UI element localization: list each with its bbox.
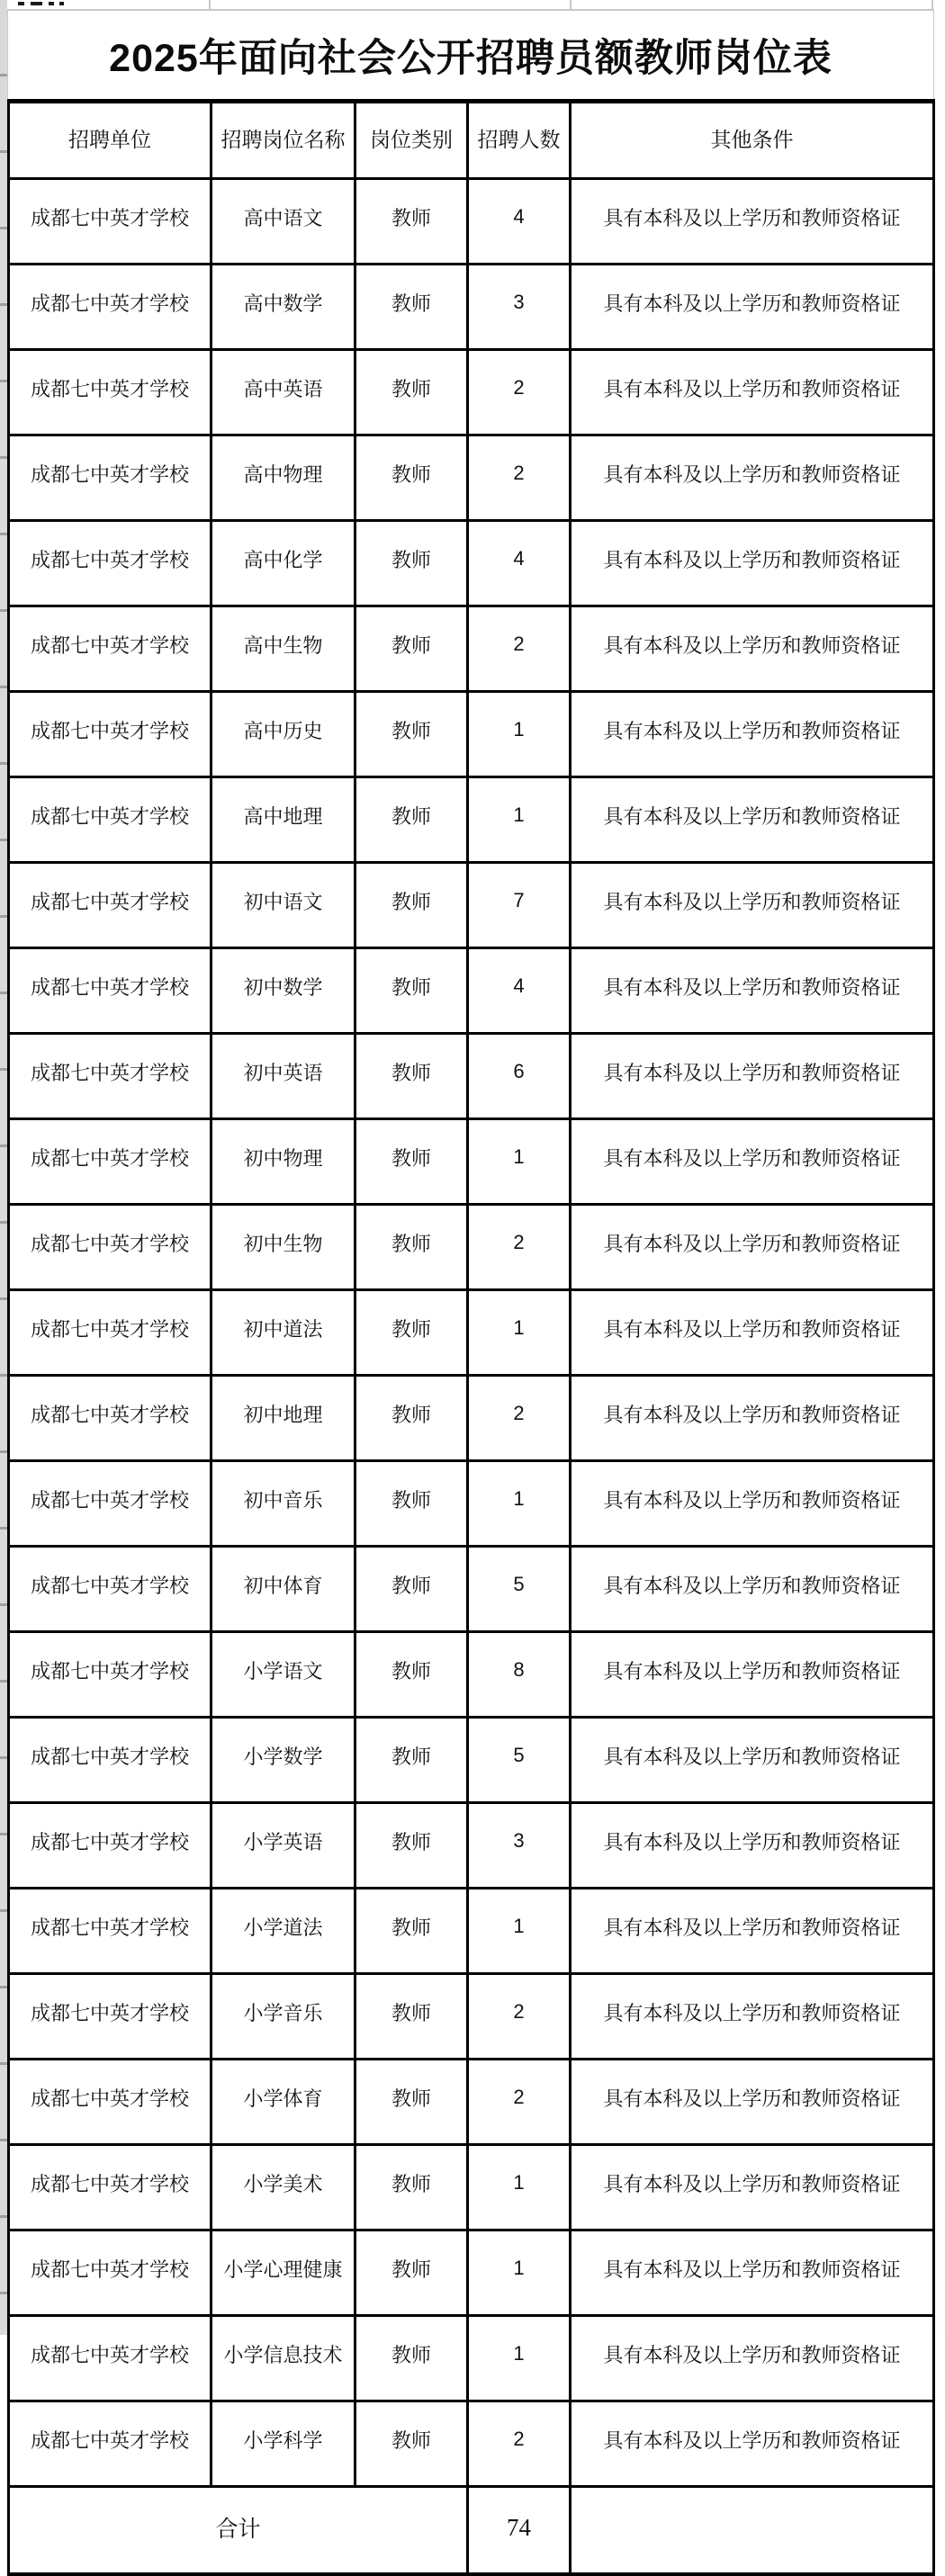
unit-cell: 成都七中英才学校	[9, 1119, 212, 1205]
unit-cell: 成都七中英才学校	[9, 350, 212, 435]
table-row	[9, 2230, 934, 2316]
table-row	[9, 948, 934, 1034]
position-cell: 小学英语	[212, 1803, 356, 1889]
category-cell: 教师	[356, 2401, 468, 2487]
table-row	[9, 521, 934, 606]
unit-cell: 成都七中英才学校	[9, 1889, 212, 1974]
table-row	[9, 435, 934, 521]
total-label-cell: 合计	[9, 2487, 468, 2575]
conditions-cell: 具有本科及以上学历和教师资格证	[571, 948, 934, 1034]
category-cell: 教师	[356, 2316, 468, 2401]
category-cell: 教师	[356, 863, 468, 948]
conditions-cell: 具有本科及以上学历和教师资格证	[571, 435, 934, 521]
table-row	[9, 1290, 934, 1376]
header-position: 招聘岗位名称	[212, 102, 356, 179]
unit-cell: 成都七中英才学校	[9, 948, 212, 1034]
category-cell: 教师	[356, 1718, 468, 1803]
unit-cell: 成都七中英才学校	[9, 521, 212, 606]
table-row	[9, 2401, 934, 2487]
count-cell: 2	[468, 1376, 571, 1461]
position-cell: 小学体育	[212, 2060, 356, 2145]
conditions-cell: 具有本科及以上学历和教师资格证	[571, 606, 934, 692]
table-row	[9, 2060, 934, 2145]
conditions-cell: 具有本科及以上学历和教师资格证	[571, 179, 934, 265]
category-cell: 教师	[356, 1461, 468, 1547]
count-cell: 7	[468, 863, 571, 948]
category-cell: 教师	[356, 1632, 468, 1718]
unit-cell: 成都七中英才学校	[9, 863, 212, 948]
count-cell: 2	[468, 606, 571, 692]
unit-cell: 成都七中英才学校	[9, 2401, 212, 2487]
conditions-cell: 具有本科及以上学历和教师资格证	[571, 1290, 934, 1376]
unit-cell: 成都七中英才学校	[9, 1718, 212, 1803]
category-cell: 教师	[356, 692, 468, 777]
conditions-cell: 具有本科及以上学历和教师资格证	[571, 692, 934, 777]
unit-cell: 成都七中英才学校	[9, 2060, 212, 2145]
conditions-cell: 具有本科及以上学历和教师资格证	[571, 521, 934, 606]
table-row	[9, 863, 934, 948]
position-cell: 初中英语	[212, 1034, 356, 1119]
count-cell: 2	[468, 1205, 571, 1290]
unit-cell: 成都七中英才学校	[9, 1632, 212, 1718]
count-cell: 2	[468, 2060, 571, 2145]
count-cell: 6	[468, 1034, 571, 1119]
count-cell: 1	[468, 1889, 571, 1974]
unit-cell: 成都七中英才学校	[9, 692, 212, 777]
table-row	[9, 1205, 934, 1290]
conditions-cell: 具有本科及以上学历和教师资格证	[571, 1119, 934, 1205]
category-cell: 教师	[356, 948, 468, 1034]
count-cell: 1	[468, 2145, 571, 2230]
count-cell: 2	[468, 2401, 571, 2487]
unit-cell: 成都七中英才学校	[9, 1803, 212, 1889]
conditions-cell: 具有本科及以上学历和教师资格证	[571, 2316, 934, 2401]
unit-cell: 成都七中英才学校	[9, 1290, 212, 1376]
grid-line	[209, 0, 211, 9]
position-cell: 小学美术	[212, 2145, 356, 2230]
position-cell: 初中生物	[212, 1205, 356, 1290]
category-cell: 教师	[356, 265, 468, 350]
position-cell: 小学信息技术	[212, 2316, 356, 2401]
clipped-top-row	[7, 0, 934, 11]
position-cell: 高中物理	[212, 435, 356, 521]
unit-cell: 成都七中英才学校	[9, 1461, 212, 1547]
total-count-cell: 74	[468, 2487, 571, 2575]
conditions-cell: 具有本科及以上学历和教师资格证	[571, 2230, 934, 2316]
clipped-text-fragment	[18, 2, 24, 5]
category-cell: 教师	[356, 1290, 468, 1376]
count-cell: 1	[468, 692, 571, 777]
table-row	[9, 1632, 934, 1718]
category-cell: 教师	[356, 1119, 468, 1205]
count-cell: 8	[468, 1632, 571, 1718]
table-body	[9, 179, 934, 2487]
category-cell: 教师	[356, 2060, 468, 2145]
conditions-cell: 具有本科及以上学历和教师资格证	[571, 1376, 934, 1461]
table-row	[9, 692, 934, 777]
unit-cell: 成都七中英才学校	[9, 1205, 212, 1290]
unit-cell: 成都七中英才学校	[9, 1376, 212, 1461]
position-cell: 初中音乐	[212, 1461, 356, 1547]
count-cell: 3	[468, 1803, 571, 1889]
table-row	[9, 350, 934, 435]
position-cell: 高中地理	[212, 777, 356, 863]
category-cell: 教师	[356, 1034, 468, 1119]
category-cell: 教师	[356, 1376, 468, 1461]
position-cell: 小学语文	[212, 1632, 356, 1718]
grid-line	[570, 0, 572, 9]
count-cell: 1	[468, 777, 571, 863]
conditions-cell: 具有本科及以上学历和教师资格证	[571, 2145, 934, 2230]
table-row	[9, 777, 934, 863]
unit-cell: 成都七中英才学校	[9, 435, 212, 521]
position-cell: 高中生物	[212, 606, 356, 692]
category-cell: 教师	[356, 1889, 468, 1974]
table-row	[9, 1461, 934, 1547]
clipped-text-fragment	[59, 2, 64, 5]
positions-table	[7, 99, 935, 2576]
position-cell: 高中英语	[212, 350, 356, 435]
position-cell: 高中历史	[212, 692, 356, 777]
category-cell: 教师	[356, 521, 468, 606]
table-row	[9, 179, 934, 265]
position-cell: 小学心理健康	[212, 2230, 356, 2316]
table-row	[9, 1547, 934, 1632]
conditions-cell: 具有本科及以上学历和教师资格证	[571, 863, 934, 948]
unit-cell: 成都七中英才学校	[9, 1547, 212, 1632]
position-cell: 初中物理	[212, 1119, 356, 1205]
conditions-cell: 具有本科及以上学历和教师资格证	[571, 2060, 934, 2145]
title-block	[7, 11, 934, 99]
unit-cell: 成都七中英才学校	[9, 1974, 212, 2060]
table-row	[9, 1974, 934, 2060]
count-cell: 5	[468, 1718, 571, 1803]
table-row	[9, 265, 934, 350]
conditions-cell: 具有本科及以上学历和教师资格证	[571, 1889, 934, 1974]
count-cell: 1	[468, 2230, 571, 2316]
unit-cell: 成都七中英才学校	[9, 179, 212, 265]
table-row	[9, 1034, 934, 1119]
clipped-text-fragment	[49, 2, 54, 5]
table-row	[9, 1803, 934, 1889]
position-cell: 初中地理	[212, 1376, 356, 1461]
unit-cell: 成都七中英才学校	[9, 2230, 212, 2316]
conditions-cell: 具有本科及以上学历和教师资格证	[571, 1547, 934, 1632]
unit-cell: 成都七中英才学校	[9, 1034, 212, 1119]
count-cell: 1	[468, 2316, 571, 2401]
unit-cell: 成都七中英才学校	[9, 777, 212, 863]
table-row	[9, 2316, 934, 2401]
table-row	[9, 1119, 934, 1205]
position-cell: 初中语文	[212, 863, 356, 948]
table-row	[9, 1376, 934, 1461]
unit-cell: 成都七中英才学校	[9, 2316, 212, 2401]
category-cell: 教师	[356, 1205, 468, 1290]
table-row	[9, 606, 934, 692]
category-cell: 教师	[356, 350, 468, 435]
unit-cell: 成都七中英才学校	[9, 265, 212, 350]
position-cell: 小学数学	[212, 1718, 356, 1803]
count-cell: 2	[468, 350, 571, 435]
conditions-cell: 具有本科及以上学历和教师资格证	[571, 2401, 934, 2487]
count-cell: 4	[468, 948, 571, 1034]
header-conditions: 其他条件	[571, 102, 934, 179]
position-cell: 高中化学	[212, 521, 356, 606]
conditions-cell: 具有本科及以上学历和教师资格证	[571, 265, 934, 350]
page-title: 2025年面向社会公开招聘员额教师岗位表	[109, 36, 832, 80]
count-cell: 2	[468, 1974, 571, 2060]
conditions-cell: 具有本科及以上学历和教师资格证	[571, 1803, 934, 1889]
category-cell: 教师	[356, 2230, 468, 2316]
total-row	[9, 2487, 934, 2575]
count-cell: 4	[468, 179, 571, 265]
category-cell: 教师	[356, 777, 468, 863]
count-cell: 1	[468, 1290, 571, 1376]
conditions-cell: 具有本科及以上学历和教师资格证	[571, 1205, 934, 1290]
position-cell: 小学科学	[212, 2401, 356, 2487]
table-row	[9, 1889, 934, 1974]
count-cell: 3	[468, 265, 571, 350]
header-row	[9, 102, 934, 179]
header-count: 招聘人数	[468, 102, 571, 179]
category-cell: 教师	[356, 435, 468, 521]
category-cell: 教师	[356, 1803, 468, 1889]
count-cell: 2	[468, 435, 571, 521]
conditions-cell: 具有本科及以上学历和教师资格证	[571, 1632, 934, 1718]
category-cell: 教师	[356, 606, 468, 692]
conditions-cell: 具有本科及以上学历和教师资格证	[571, 1718, 934, 1803]
unit-cell: 成都七中英才学校	[9, 606, 212, 692]
category-cell: 教师	[356, 179, 468, 265]
header-category: 岗位类别	[356, 102, 468, 179]
position-cell: 初中数学	[212, 948, 356, 1034]
count-cell: 4	[468, 521, 571, 606]
unit-cell: 成都七中英才学校	[9, 2145, 212, 2230]
position-cell: 小学道法	[212, 1889, 356, 1974]
count-cell: 1	[468, 1119, 571, 1205]
count-cell: 5	[468, 1547, 571, 1632]
conditions-cell: 具有本科及以上学历和教师资格证	[571, 350, 934, 435]
count-cell: 1	[468, 1461, 571, 1547]
conditions-cell: 具有本科及以上学历和教师资格证	[571, 1974, 934, 2060]
total-empty-cell	[571, 2487, 934, 2575]
category-cell: 教师	[356, 2145, 468, 2230]
conditions-cell: 具有本科及以上学历和教师资格证	[571, 1034, 934, 1119]
category-cell: 教师	[356, 1547, 468, 1632]
category-cell: 教师	[356, 1974, 468, 2060]
header-unit: 招聘单位	[9, 102, 212, 179]
table-row	[9, 2145, 934, 2230]
position-cell: 高中语文	[212, 179, 356, 265]
conditions-cell: 具有本科及以上学历和教师资格证	[571, 1461, 934, 1547]
conditions-cell: 具有本科及以上学历和教师资格证	[571, 777, 934, 863]
table-row	[9, 1718, 934, 1803]
clipped-text-fragment	[31, 2, 42, 5]
position-cell: 小学音乐	[212, 1974, 356, 2060]
position-cell: 高中数学	[212, 265, 356, 350]
position-cell: 初中道法	[212, 1290, 356, 1376]
position-cell: 初中体育	[212, 1547, 356, 1632]
